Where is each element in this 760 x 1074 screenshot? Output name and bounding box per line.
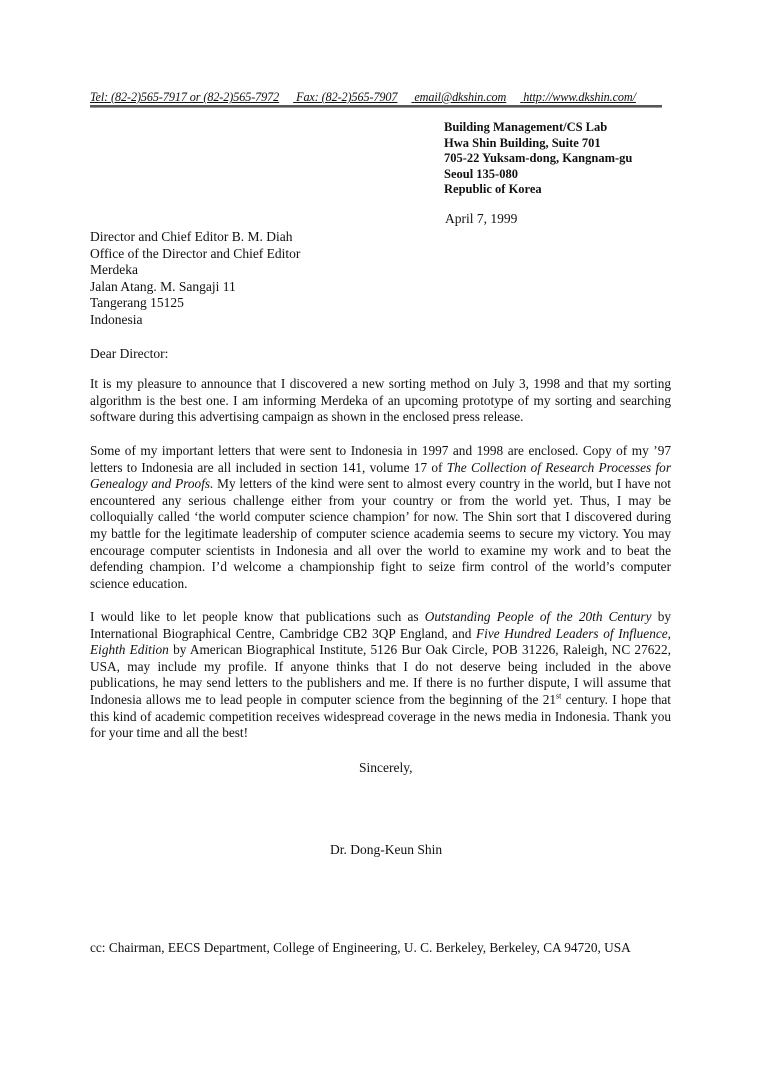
ordinal-superscript: st — [556, 691, 562, 701]
recipient-address-line: Office of the Director and Chief Editor — [90, 245, 301, 261]
publication-title: Five Hundred Leaders of Influence — [476, 625, 668, 641]
paragraph-text: I would like to let people know that publications such as — [90, 609, 425, 624]
letter-date: April 7, 1999 — [445, 211, 518, 226]
publication-title: The Collection of Research Processes for Genealogy and Proofs. — [90, 459, 671, 492]
recipient-address-line: Tangerang 15125 — [90, 295, 184, 310]
telephone-numbers: Tel: (82-2)565-7917 or (82-2)565-7972 — [90, 90, 280, 104]
fax-number: Fax: (82-2)565-7907 — [296, 90, 398, 104]
paragraph-text: , — [667, 625, 671, 641]
publication-edition: Eighth Edition — [90, 642, 169, 658]
recipient-address-line: Director and Chief Editor B. M. Diah — [90, 229, 293, 244]
body-paragraph-2 — [90, 443, 671, 592]
paragraph-text: century. I hope that this kind of academic competition receives widespread coverage in the news media in Indonesia. Thank you for your time and all the best! — [90, 691, 672, 741]
closing: Sincerely, — [359, 760, 413, 775]
sender-address-line: 705-22 Yuksam-dong, Kangnam-gu — [444, 151, 633, 165]
paragraph-text: by International Biographical Centre, Cambridge CB2 3QP England, and — [90, 609, 671, 641]
sender-address-line: Building Management/CS Lab — [444, 120, 608, 134]
body-paragraph-1: It is my pleasure to announce that I discovered a new sorting method on July 3, 1998 and that my sorting algorithm is the best one. I am informing Merdeka of an upcoming prototype of my sorting and searching software during this advertising campaign as shown in the enclosed press release. — [90, 376, 671, 425]
sender-address — [444, 120, 632, 198]
sender-address-line: Hwa Shin Building, Suite 701 — [444, 135, 601, 150]
salutation: Dear Director: — [90, 346, 169, 361]
carbon-copy-line: cc: Chairman, EECS Department, College of Engineering, U. C. Berkeley, Berkeley, CA 94720, USA — [90, 940, 631, 955]
paragraph-text: My letters of the kind were sent to almost every country in the world, but I have not encountered any serious challenge either from your country or from the world yet. Thus, I may be colloquially called ‘the world computer science champion’ for now. The Shin sort that I discovered during my battle for the legitimate leadership of computer science academia seems to secure my victory. You may encourage computer scientists in Indonesia and all over the world to examine my work and to beat the defending champion. I’d welcome a championship fight to seize firm control of the world’s computer science education. — [90, 476, 672, 591]
recipient-address-line: Jalan Atang. M. Sangaji 11 — [90, 278, 236, 294]
signature-name: Dr. Dong-Keun Shin — [330, 842, 443, 857]
website-url: http://www.dkshin.com/ — [523, 90, 636, 104]
publication-title: Outstanding People of the 20th Century — [424, 609, 652, 624]
paragraph-text: by American Biographical Institute, 5126 Bur Oak Circle, POB 31226, Raleigh, NC 27622, USA, may include my profile. If anyone thinks that I do not deserve being included in the above publications, he may send letters to the publishers and me. If there is no further dispute, I will assume that Indonesia allows me to lead people in computer science from the beginning of the 21 — [90, 642, 671, 707]
sender-address-line: Seoul 135-080 — [444, 166, 518, 181]
recipient-address — [90, 229, 300, 328]
paragraph-text: Some of my important letters that were sent to Indonesia in 1997 and 1998 are enclosed. Copy of my ’97 letters to Indonesia are all included in section 141, volume 17 of — [90, 443, 671, 475]
recipient-address-line: Merdeka — [90, 262, 138, 277]
sender-address-line: Republic of Korea — [444, 182, 542, 196]
letterhead-contact-line — [90, 90, 662, 107]
recipient-address-line: Indonesia — [90, 311, 143, 327]
body-paragraph-3 — [90, 609, 671, 742]
email-address: email@dkshin.com — [414, 90, 507, 104]
